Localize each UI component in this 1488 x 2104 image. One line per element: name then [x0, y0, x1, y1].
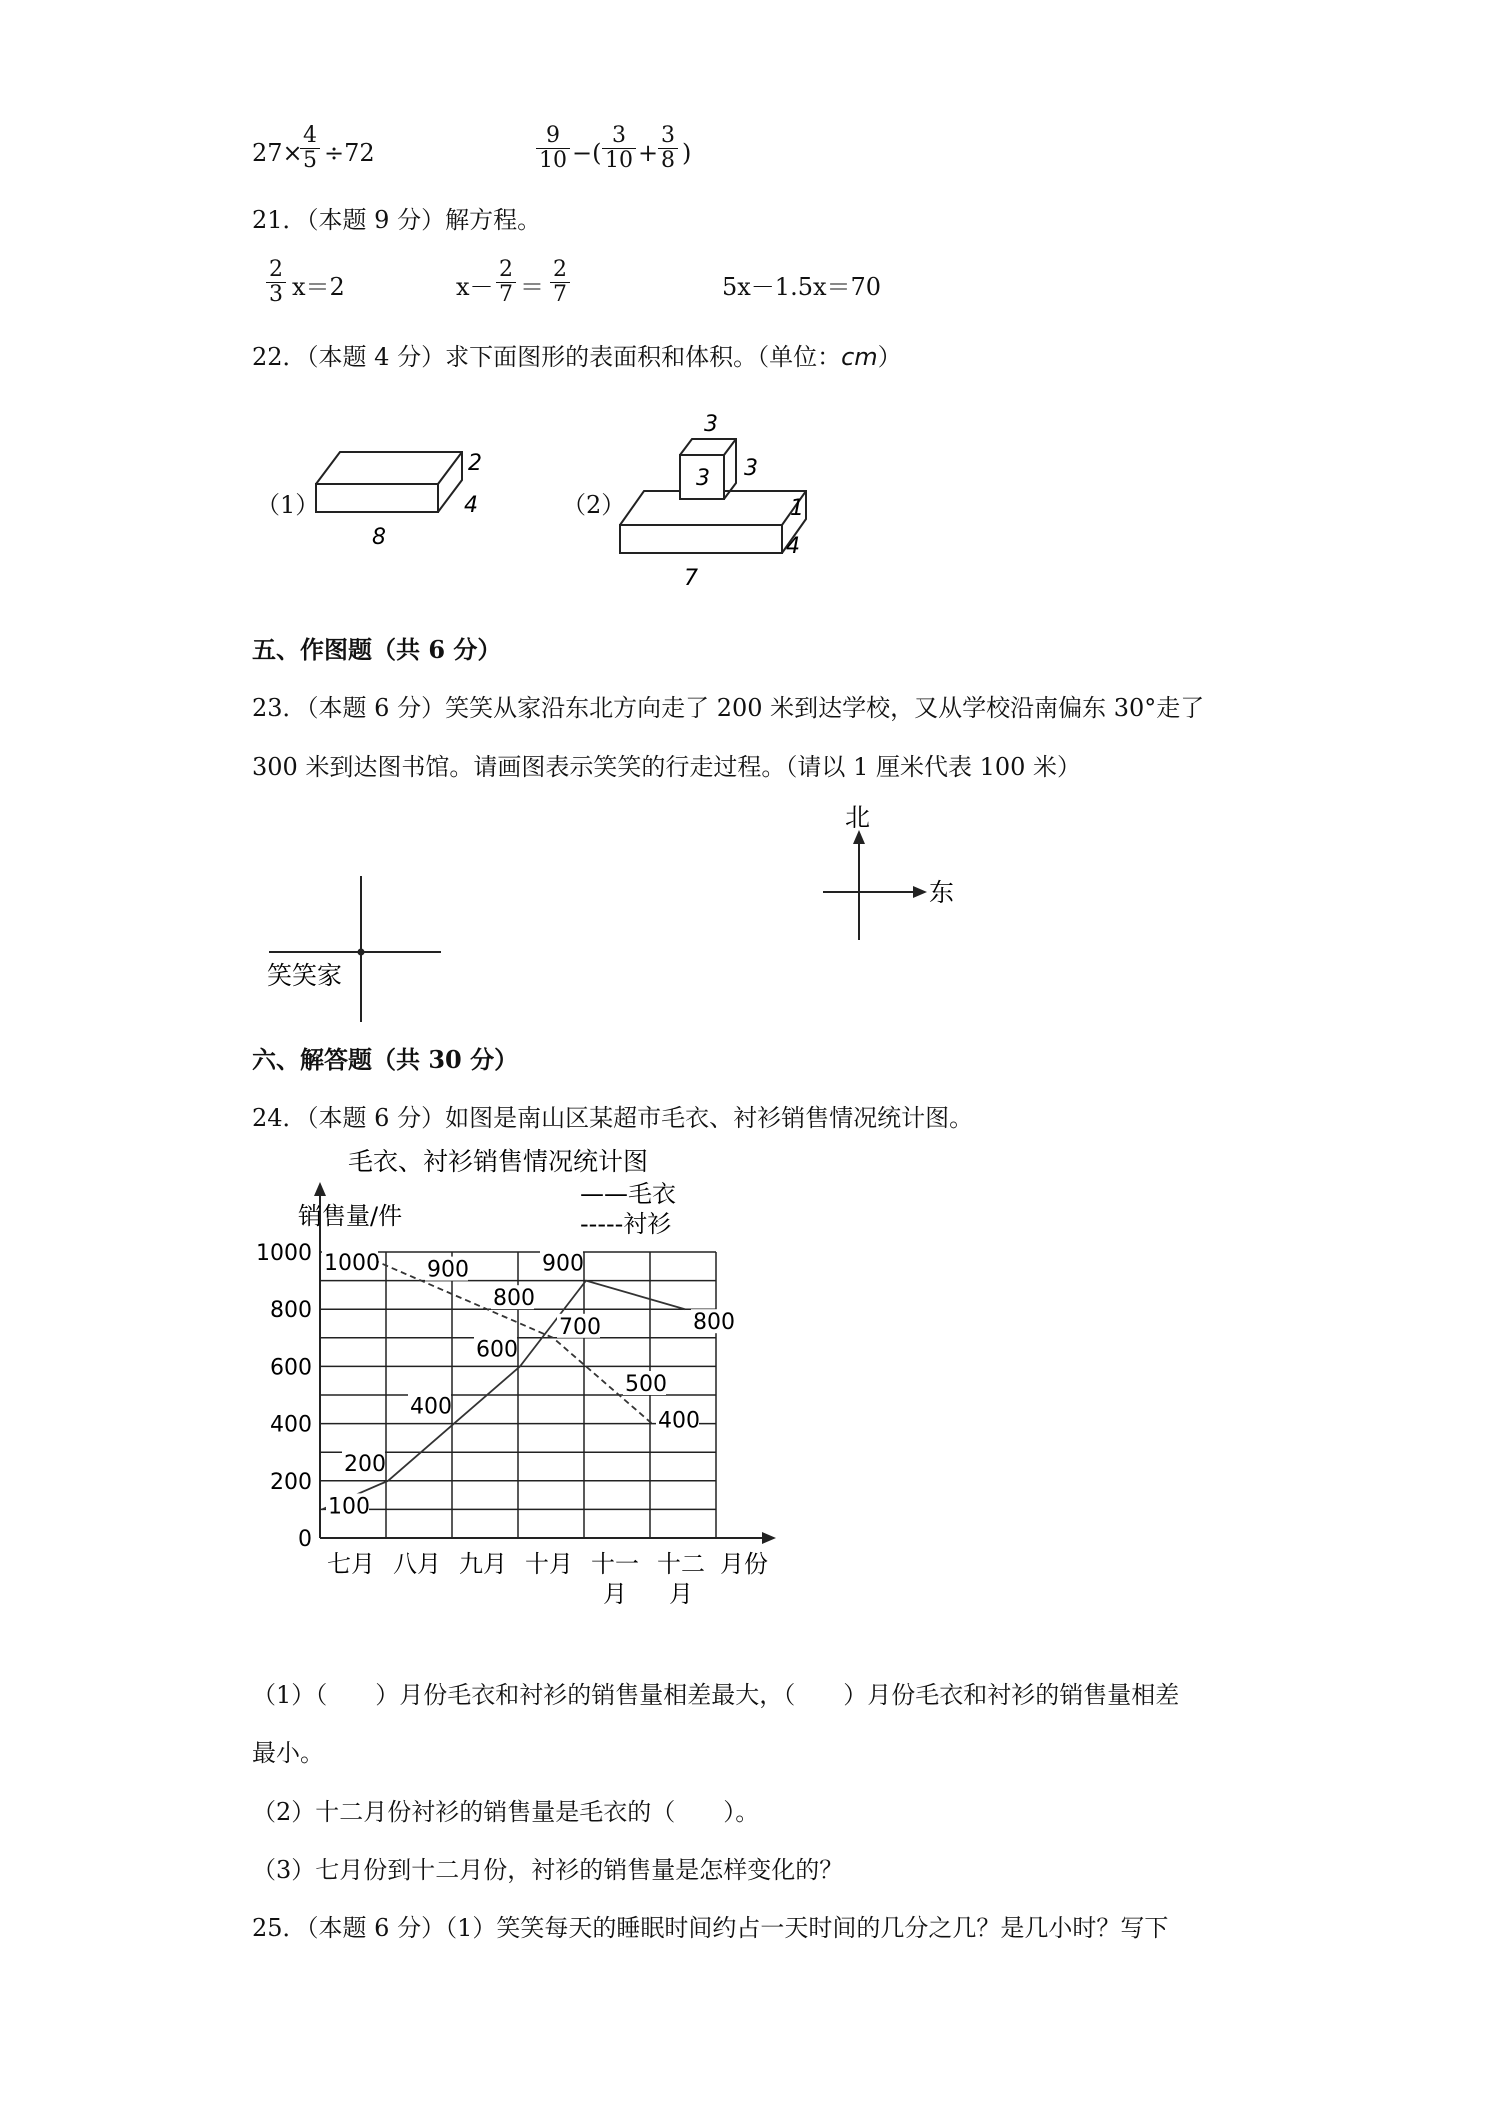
y-tick-label: 200 — [270, 1469, 312, 1495]
calc-expr-2-fraction-3: $\frac{3}{8}$ — [658, 124, 678, 173]
q22-figure-1-label: （1） — [256, 491, 320, 519]
q25-line-1: 25．（本题 6 分）（1）笑笑每天的睡眠时间约占一天时间的几分之几？是几小时？写下 — [252, 1914, 1169, 1942]
x-tick-label: 八月 — [393, 1550, 441, 1578]
cube-front-label: 3 — [696, 466, 710, 491]
q22-title-close: ） — [877, 343, 902, 371]
calc-expr-2-close: ) — [682, 139, 692, 167]
q21-eq2-fraction-2: $\frac{2}{7}$ — [550, 258, 570, 307]
q24-title: 24．（本题 6 分）如图是南山区某超市毛衣、衬衫销售情况统计图。 — [252, 1104, 974, 1132]
chart-labels — [256, 1241, 735, 1608]
calc-expr-2-plus: + — [638, 139, 659, 167]
data-label-shirt: 700 — [559, 1314, 601, 1340]
cuboid-1-length-label: 8 — [372, 525, 386, 550]
sales-line-chart — [240, 1140, 800, 1620]
q23-line-2: 300 米到达图书馆。请画图表示笑笑的行走过程。（请以 1 厘米代表 100 米） — [252, 753, 1082, 781]
q21-eq1-rest: x＝2 — [292, 273, 345, 301]
base-height-label: 1 — [790, 496, 804, 521]
calc-expr-2-minus: −( — [572, 139, 602, 167]
y-tick-label: 600 — [270, 1355, 312, 1381]
q21-equation-3: 5x－1.5x＝70 — [722, 273, 882, 301]
q21-title: 21．（本题 9 分）解方程。 — [252, 206, 542, 234]
chart-title: 毛衣、衬衫销售情况统计图 — [348, 1147, 649, 1176]
y-tick-label: 400 — [270, 1412, 312, 1438]
north-label: 北 — [845, 803, 871, 832]
q22-figure-2-label: （2） — [562, 491, 626, 519]
home-label: 笑笑家 — [267, 961, 343, 990]
cuboid-1-height-label: 2 — [468, 451, 482, 476]
y-axis-arrow — [314, 1182, 326, 1196]
q21-eq2-pre: x－ — [456, 273, 494, 301]
q22-title — [252, 342, 902, 372]
x-tick-label: 十月 — [525, 1550, 573, 1578]
calc-expr-1-pre: 27× — [252, 139, 303, 167]
q24-sub2: （2）十二月份衬衫的销售量是毛衣的（ ）。 — [252, 1798, 760, 1826]
data-label-sweater: 100 — [328, 1494, 370, 1520]
chart-ylabel: 销售量/件 — [298, 1202, 403, 1230]
x-tick-label: 十二 — [657, 1550, 705, 1578]
chart-xlabel: 月份 — [720, 1550, 768, 1578]
x-tick-label: 月 — [603, 1580, 627, 1608]
section-5-title: 五、作图题（共 6 分） — [252, 635, 502, 664]
data-label-sweater: 200 — [344, 1451, 386, 1477]
data-label-shirt: 1000 — [324, 1251, 380, 1276]
data-label-shirt: 800 — [493, 1286, 535, 1312]
calc-expr-1-post: ÷72 — [324, 139, 375, 167]
q22-unit: cm — [841, 343, 878, 371]
data-label-sweater: 400 — [410, 1394, 452, 1420]
y-tick-label: 0 — [298, 1527, 312, 1552]
base-width-label: 4 — [786, 534, 800, 559]
data-label-shirt: 500 — [625, 1372, 667, 1397]
home-crosshair — [265, 870, 455, 1030]
compass — [815, 800, 975, 950]
calc-expr-2-fraction-1: $\frac{9}{10}$ — [536, 124, 570, 173]
east-label: 东 — [929, 878, 955, 907]
data-label-shirt: 400 — [658, 1408, 700, 1434]
chart-axes — [314, 1182, 776, 1544]
y-tick-label: 1000 — [256, 1241, 312, 1266]
x-tick-label: 七月 — [327, 1550, 375, 1578]
cube-top-label: 3 — [704, 412, 718, 437]
q23-line-1: 23．（本题 6 分）笑笑从家沿东北方向走了 200 米到达学校，又从学校沿南偏东 30°走了 — [252, 694, 1205, 722]
cube-side-label: 3 — [744, 456, 758, 481]
q21-eq2-equals: ＝ — [520, 273, 544, 301]
q21-eq2-fraction-1: $\frac{2}{7}$ — [496, 258, 516, 307]
data-label-sweater: 600 — [476, 1337, 518, 1363]
cuboid-1-figure — [310, 440, 510, 550]
x-tick-label: 十一 — [591, 1550, 639, 1578]
data-label-sweater: 800 — [693, 1310, 735, 1336]
calc-expr-1-fraction: $\frac{4}{5}$ — [300, 124, 320, 173]
composite-solid-figure — [612, 405, 812, 590]
calc-expr-2-fraction-2: $\frac{3}{10}$ — [602, 124, 636, 173]
x-tick-label: 九月 — [459, 1550, 507, 1578]
q21-eq1-fraction: $\frac{2}{3}$ — [266, 258, 286, 307]
cuboid-1-width-label: 4 — [464, 493, 478, 518]
x-axis-arrow — [762, 1532, 776, 1544]
data-label-shirt: 900 — [427, 1257, 469, 1283]
q24-sub1-line-1: （1）（ ）月份毛衣和衬衫的销售量相差最大，（ ）月份毛衣和衬衫的销售量相差 — [252, 1681, 1180, 1709]
legend-dashed: -----衬衫 — [580, 1210, 672, 1238]
data-label-sweater: 900 — [542, 1251, 584, 1277]
x-tick-label: 月 — [669, 1580, 693, 1608]
q22-title-text: 22．（本题 4 分）求下面图形的表面积和体积。（单位： — [252, 343, 842, 371]
q24-sub3: （3）七月份到十二月份，衬衫的销售量是怎样变化的？ — [252, 1856, 844, 1884]
legend-solid: ——毛衣 — [580, 1180, 676, 1208]
q24-sub1-line-2: 最小。 — [252, 1739, 324, 1767]
base-length-label: 7 — [684, 566, 698, 590]
section-6-title: 六、解答题（共 30 分） — [252, 1045, 519, 1074]
y-tick-label: 800 — [270, 1298, 312, 1324]
